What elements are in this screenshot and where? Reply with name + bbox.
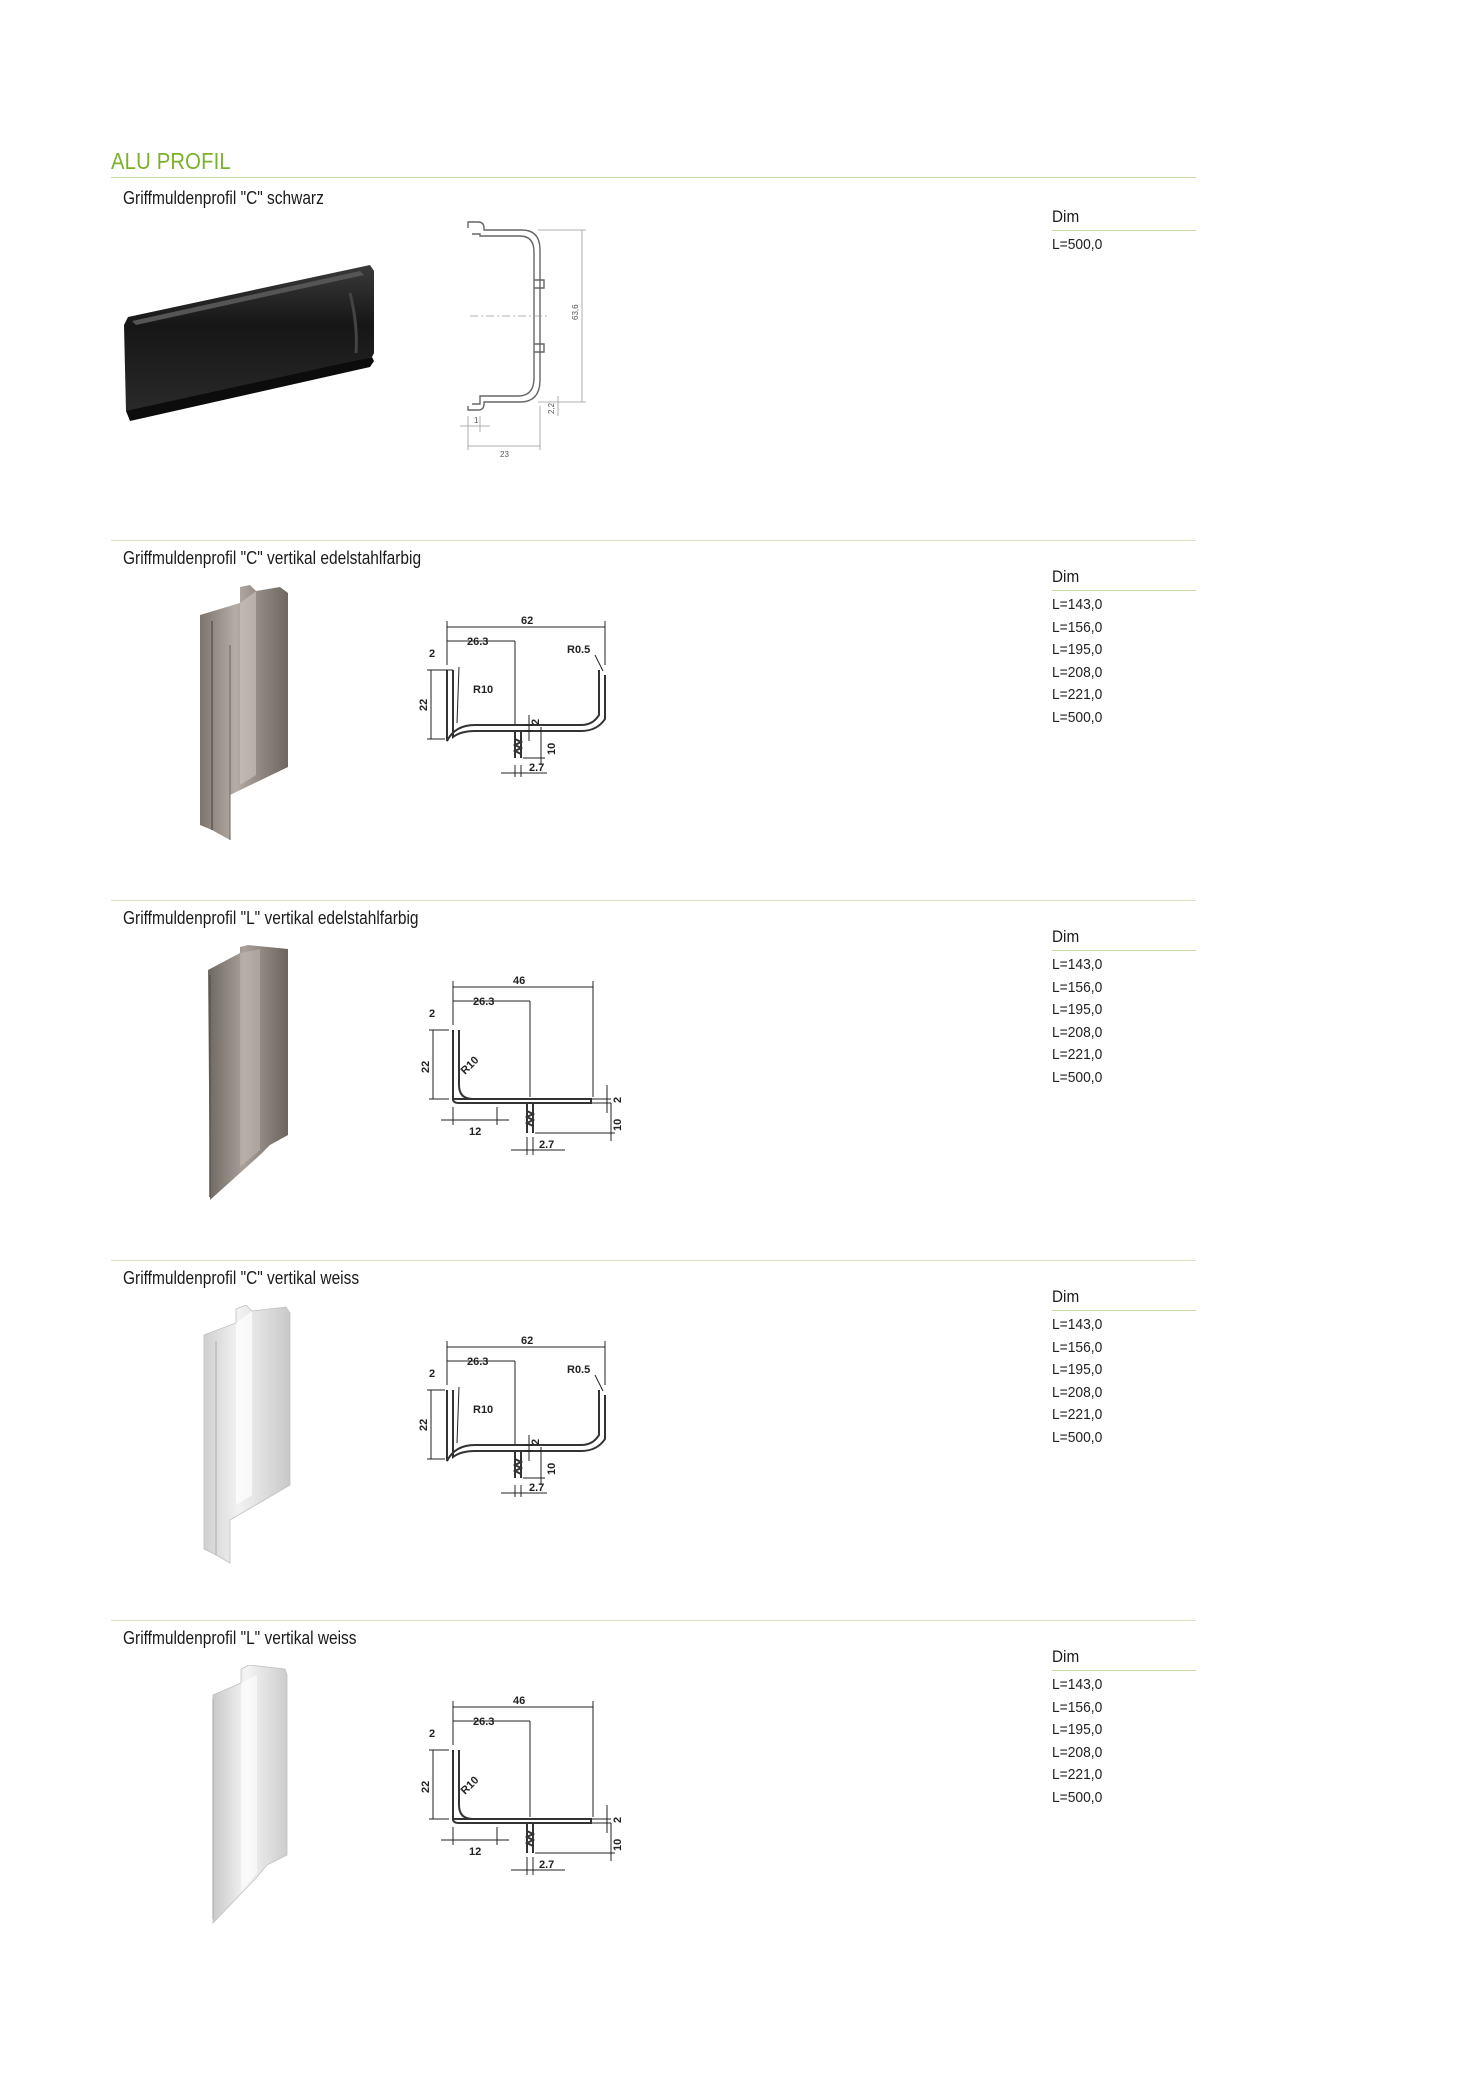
product-divider bbox=[111, 1260, 1196, 1261]
dim-peg-width-label: 2.7 bbox=[529, 762, 545, 774]
technical-drawing bbox=[415, 615, 630, 790]
product-divider bbox=[111, 540, 1196, 541]
dim-value: L=143,0 bbox=[1052, 1676, 1103, 1693]
dim-height-label: 22 bbox=[420, 1060, 432, 1073]
dim-width-label: 46 bbox=[513, 975, 526, 987]
dim-divider bbox=[1052, 1670, 1196, 1671]
dim-peg-width-label: 2.7 bbox=[539, 1139, 555, 1151]
product-name: Griffmuldenprofil "C" vertikal edelstahlfarbig bbox=[123, 548, 422, 568]
dim-value: L=500,0 bbox=[1052, 1428, 1103, 1446]
product-divider bbox=[111, 1620, 1196, 1621]
dim-divider bbox=[1052, 950, 1196, 951]
dim-lip-label: 2,2 bbox=[547, 402, 556, 414]
dim-radius-end-label: R0.5 bbox=[567, 1364, 591, 1376]
dim-list bbox=[1052, 594, 1107, 729]
dim-list bbox=[1052, 1314, 1107, 1449]
dim-foot-label: 12 bbox=[469, 1846, 482, 1858]
dim-value: L=195,0 bbox=[1052, 641, 1103, 658]
dim-base-label: 2 bbox=[530, 718, 542, 725]
dim-value: L=208,0 bbox=[1052, 1743, 1103, 1761]
dim-value: L=500,0 bbox=[1052, 1068, 1103, 1086]
dim-value: L=195,0 bbox=[1052, 1001, 1103, 1018]
dim-base-label: 2 bbox=[530, 1438, 542, 1445]
dim-peg-label: 10 bbox=[612, 1838, 624, 1851]
dim-height-label: 22 bbox=[418, 698, 430, 711]
dim-value: L=221,0 bbox=[1052, 1766, 1103, 1783]
dim-offset-label: 26.3 bbox=[473, 1716, 495, 1728]
product-divider bbox=[111, 900, 1196, 901]
dim-value: L=143,0 bbox=[1052, 596, 1103, 613]
product-c-vertikal-edelstahl bbox=[0, 540, 1466, 900]
dim-height-label: 63,6 bbox=[571, 304, 580, 320]
dim-value: L=195,0 bbox=[1052, 1361, 1103, 1378]
dim-height-label: 22 bbox=[420, 1780, 432, 1793]
dim-value: L=500,0 bbox=[1052, 708, 1103, 726]
dim-header: Dim bbox=[1052, 207, 1080, 226]
page-title: ALU PROFIL bbox=[111, 148, 231, 174]
product-photo bbox=[200, 1305, 300, 1565]
dim-divider bbox=[1052, 1310, 1196, 1311]
product-name: Griffmuldenprofil "C" vertikal weiss bbox=[123, 1268, 360, 1288]
product-l-vertikal-edelstahl bbox=[0, 900, 1466, 1260]
dim-thickness-label: 1 bbox=[474, 416, 479, 425]
dim-header: Dim bbox=[1052, 1287, 1080, 1306]
dim-value: L=156,0 bbox=[1052, 618, 1103, 636]
product-name: Griffmuldenprofil "L" vertikal edelstahlfarbig bbox=[123, 908, 419, 928]
dim-value: L=208,0 bbox=[1052, 1383, 1103, 1401]
dim-value: L=156,0 bbox=[1052, 978, 1103, 996]
dim-divider bbox=[1052, 590, 1196, 591]
product-l-vertikal-weiss bbox=[0, 1620, 1466, 1980]
dim-base-label: 2 bbox=[612, 1096, 624, 1103]
dim-radius-label: R10 bbox=[458, 1054, 482, 1078]
dim-peg-label: 10 bbox=[546, 1462, 558, 1475]
dim-wall-label: 2 bbox=[429, 1008, 436, 1020]
dim-peg-label: 10 bbox=[546, 742, 558, 755]
technical-drawing bbox=[415, 1695, 630, 1885]
product-name: Griffmuldenprofil "C" schwarz bbox=[123, 188, 324, 208]
dim-value: L=156,0 bbox=[1052, 1698, 1103, 1716]
dim-list bbox=[1052, 954, 1107, 1089]
product-c-schwarz bbox=[0, 180, 1466, 540]
dim-peg-width-label: 2.7 bbox=[539, 1859, 555, 1871]
dim-width-label: 62 bbox=[521, 1335, 534, 1347]
technical-drawing bbox=[415, 975, 630, 1165]
dim-value: L=221,0 bbox=[1052, 1406, 1103, 1423]
dim-value: L=500,0 bbox=[1052, 236, 1103, 253]
product-c-vertikal-weiss bbox=[0, 1260, 1466, 1620]
dim-peg-width-label: 2.7 bbox=[529, 1482, 545, 1494]
dim-header: Dim bbox=[1052, 1647, 1080, 1666]
technical-drawing bbox=[415, 1335, 630, 1510]
dim-offset-label: 26.3 bbox=[467, 1356, 489, 1368]
dim-value: L=156,0 bbox=[1052, 1338, 1103, 1356]
product-photo bbox=[200, 945, 300, 1205]
dim-radius-end-label: R0.5 bbox=[567, 644, 591, 656]
dim-wall-label: 2 bbox=[429, 648, 436, 660]
product-name: Griffmuldenprofil "L" vertikal weiss bbox=[123, 1628, 357, 1648]
dim-value: L=221,0 bbox=[1052, 1046, 1103, 1063]
dim-value: L=208,0 bbox=[1052, 1023, 1103, 1041]
dim-value: L=500,0 bbox=[1052, 1788, 1103, 1806]
product-photo bbox=[190, 585, 300, 845]
dim-radius-label: R10 bbox=[458, 1774, 482, 1798]
dim-list bbox=[1052, 1674, 1107, 1809]
dim-value: L=221,0 bbox=[1052, 686, 1103, 703]
dim-header: Dim bbox=[1052, 567, 1080, 586]
dim-list bbox=[1052, 234, 1107, 257]
dim-header: Dim bbox=[1052, 927, 1080, 946]
dim-foot-label: 12 bbox=[469, 1126, 482, 1138]
dim-value: L=195,0 bbox=[1052, 1721, 1103, 1738]
dim-width-label: 46 bbox=[513, 1695, 526, 1707]
product-photo bbox=[120, 265, 380, 445]
dim-value: L=143,0 bbox=[1052, 1316, 1103, 1333]
title-divider bbox=[111, 177, 1196, 178]
product-photo bbox=[205, 1665, 300, 1925]
dim-base-label: 2 bbox=[612, 1816, 624, 1823]
dim-wall-label: 2 bbox=[429, 1368, 436, 1380]
dim-depth-label: 23 bbox=[500, 450, 509, 459]
dim-value: L=143,0 bbox=[1052, 956, 1103, 973]
dim-radius-label: R10 bbox=[473, 1404, 494, 1416]
dim-radius-label: R10 bbox=[473, 684, 494, 696]
dim-divider bbox=[1052, 230, 1196, 231]
dim-peg-label: 10 bbox=[612, 1118, 624, 1131]
dim-height-label: 22 bbox=[418, 1418, 430, 1431]
dim-offset-label: 26.3 bbox=[473, 996, 495, 1008]
dim-width-label: 62 bbox=[521, 615, 534, 627]
dim-wall-label: 2 bbox=[429, 1728, 436, 1740]
dim-value: L=208,0 bbox=[1052, 663, 1103, 681]
technical-drawing bbox=[450, 220, 600, 460]
dim-offset-label: 26.3 bbox=[467, 636, 489, 648]
